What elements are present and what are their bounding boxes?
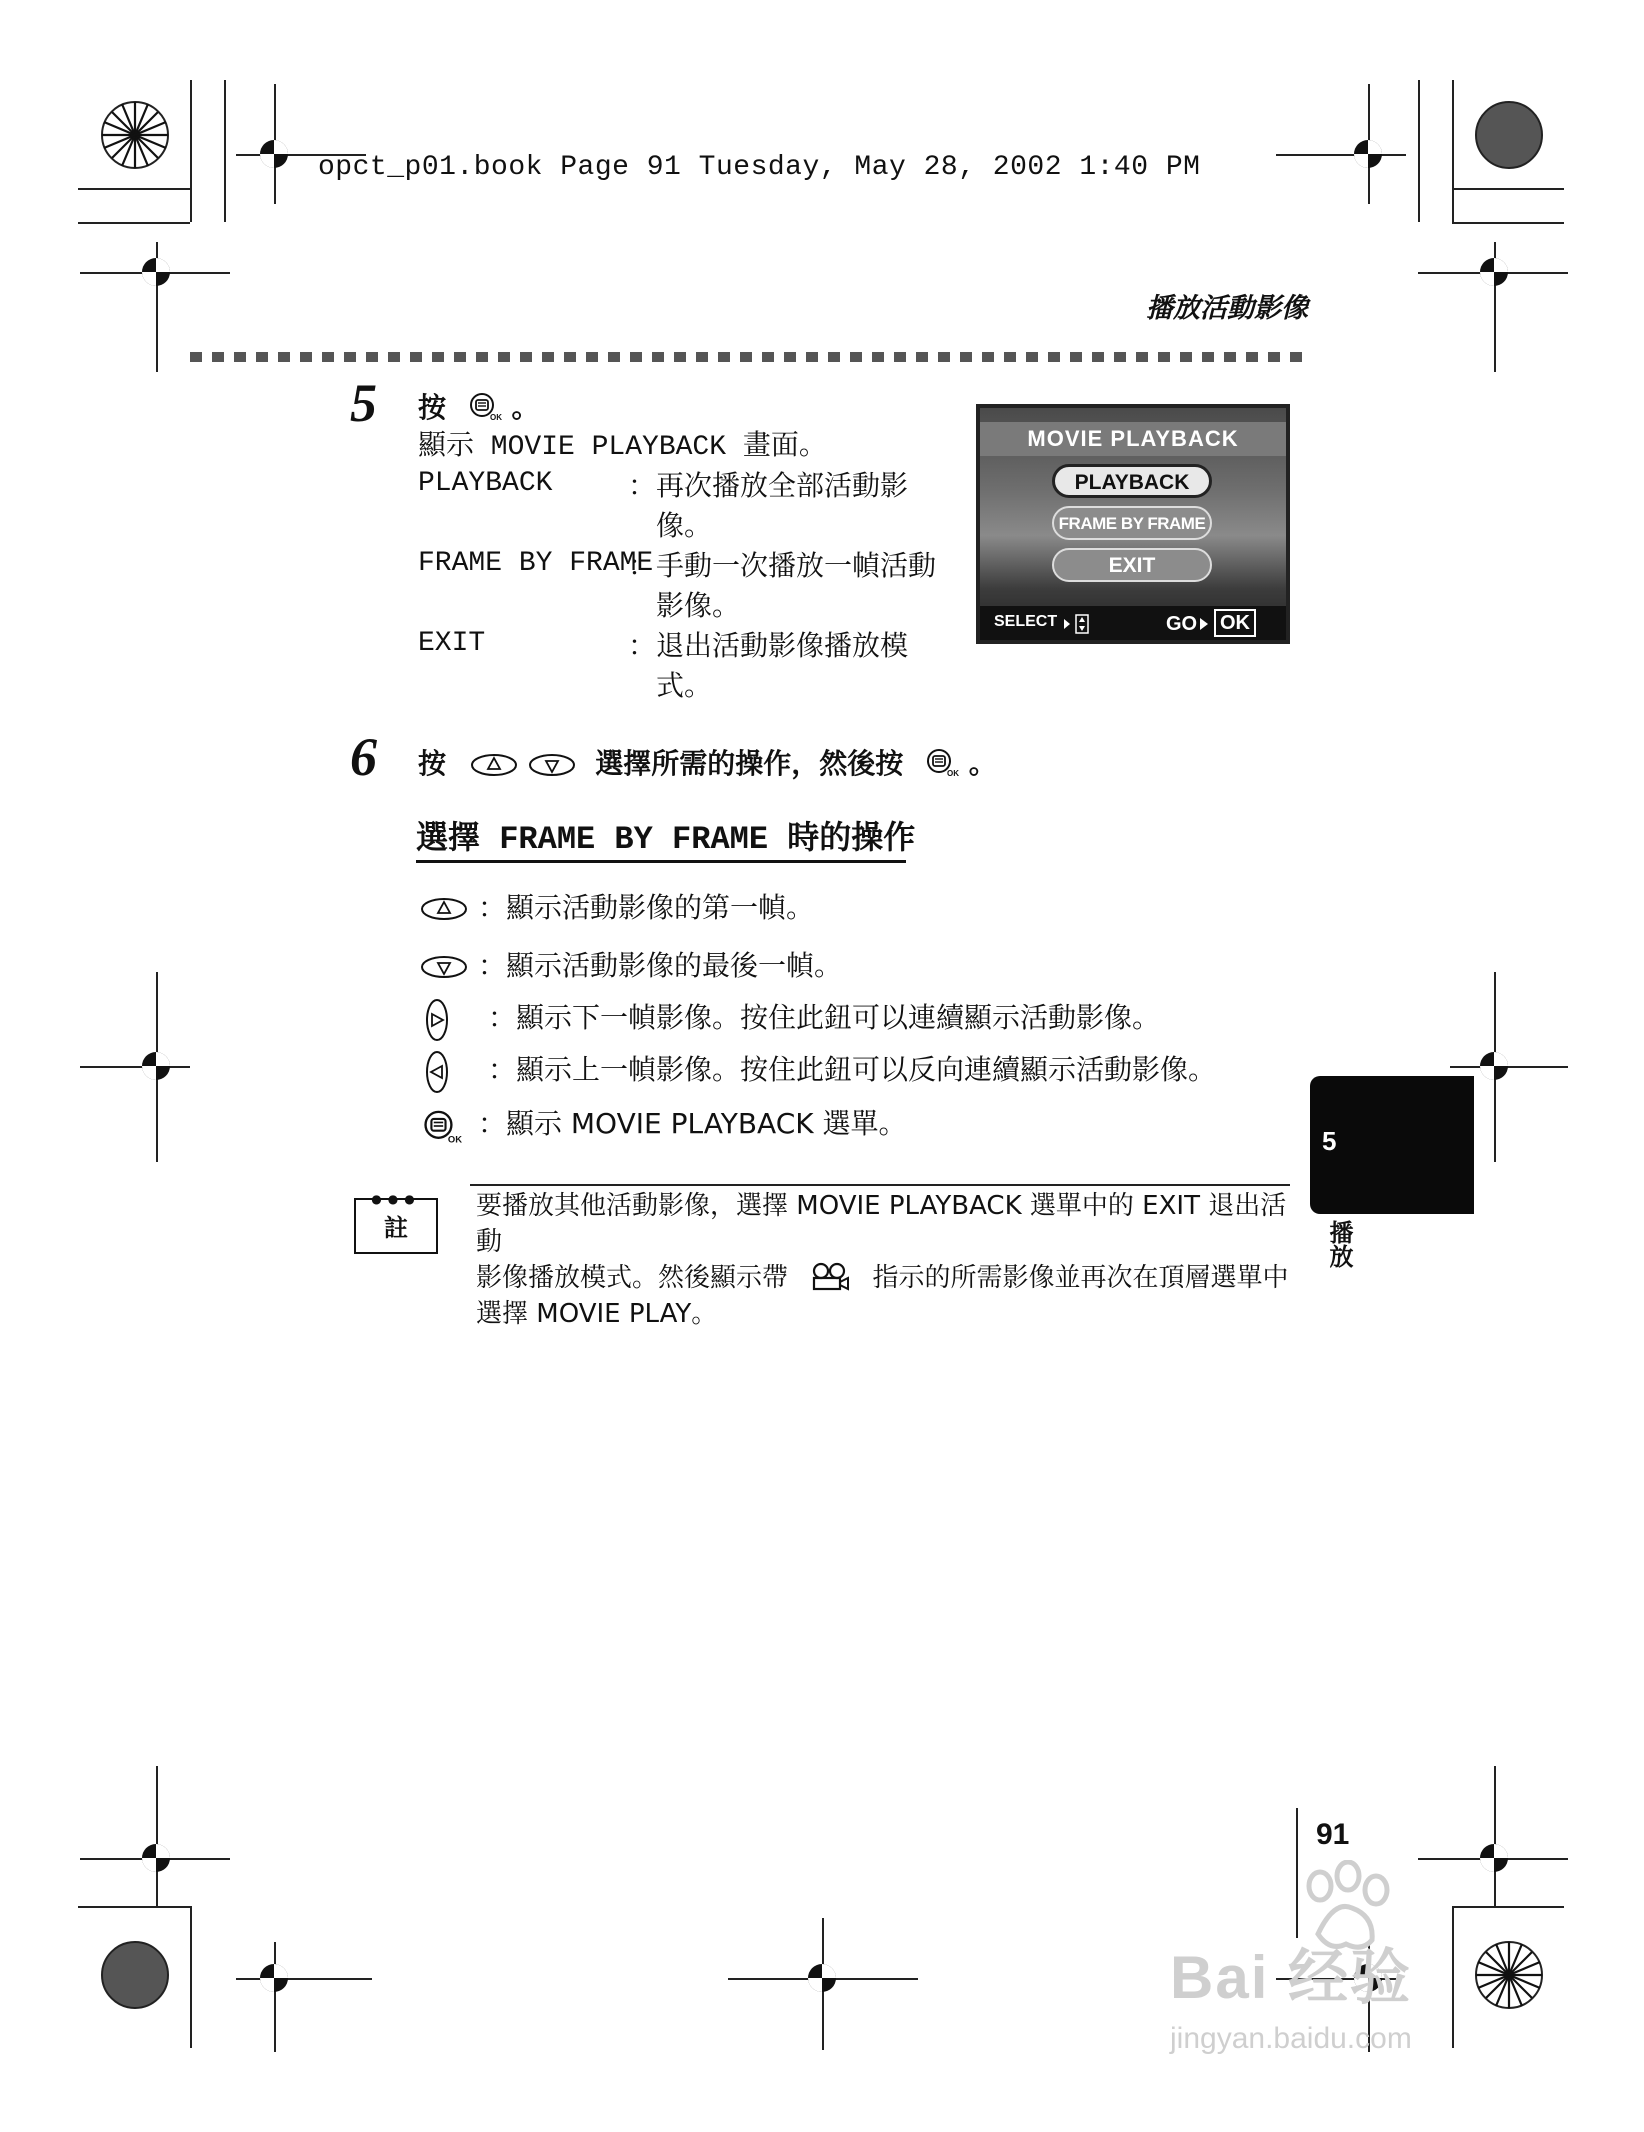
def-desc-playback: [628, 466, 908, 546]
step-suffix: 。: [968, 747, 997, 780]
up-arrow-button-icon: [420, 896, 468, 922]
def-desc-line: ：退出活動影像播放模: [628, 629, 909, 662]
def-desc-line: ：手動一次播放一幀活動: [628, 549, 937, 582]
note-text: [476, 1188, 1296, 1332]
camera-lcd-screen: [976, 404, 1290, 644]
def-term-exit: EXIT: [418, 628, 486, 659]
ok-menu-button-icon: [422, 1108, 462, 1144]
step-instruction: [418, 744, 997, 784]
def-term-frame-by-frame: FRAME BY FRAME: [418, 548, 654, 579]
lcd-option-playback[interactable]: PLAYBACK: [1052, 464, 1212, 498]
registration-mark-icon: [804, 1960, 840, 1996]
registration-mark-icon: [256, 136, 292, 172]
radial-target-icon: [100, 100, 170, 170]
up-arrow-button-icon: [470, 752, 518, 778]
go-arrow-icon: [1200, 616, 1210, 632]
operation-text: ：顯示活動影像的最後一幀。: [478, 949, 843, 982]
chapter-label: 播放: [1325, 1220, 1353, 1268]
step-number: 6: [350, 727, 377, 787]
note-line: 選擇 MOVIE PLAY。: [476, 1299, 718, 1329]
gray-target-icon: [100, 1940, 170, 2010]
page-number: 91: [1316, 1818, 1350, 1851]
def-desc-line: 影像。: [656, 589, 741, 622]
step-suffix: 。: [511, 391, 540, 424]
registration-mark-icon: [1476, 1048, 1512, 1084]
registration-mark-icon: [138, 254, 174, 290]
dashed-divider: [190, 352, 1306, 362]
file-info-line: opct_p01.book Page 91 Tuesday, May 28, 2002 1:40 PM: [318, 152, 1201, 183]
operation-text: ：顯示活動影像的第一幀。: [478, 891, 815, 924]
note-line-part: 指示的所需影像並再次在頂層選單中: [872, 1263, 1289, 1293]
registration-mark-icon: [1476, 254, 1512, 290]
step-number: 5: [350, 373, 377, 433]
registration-mark-icon: [138, 1840, 174, 1876]
step-instruction: [418, 388, 540, 428]
step-prefix: 按: [418, 391, 447, 424]
registration-mark-icon: [138, 1048, 174, 1084]
step-middle-text: 選擇所需的操作，然後按: [595, 747, 904, 780]
registration-mark-icon: [1350, 136, 1386, 172]
note-line: 要播放其他活動影像，選擇 MOVIE PLAYBACK 選單中的 EXIT 退出活動: [476, 1191, 1287, 1257]
lcd-go-label: GO: [1166, 613, 1198, 635]
select-updown-icon: [1064, 614, 1104, 634]
right-arrow-button-icon: [424, 998, 450, 1042]
lcd-select-label: SELECT: [994, 613, 1058, 630]
section-title: 播放活動影像: [1146, 293, 1308, 324]
note-line: [476, 1260, 1296, 1296]
lcd-ok-badge: OK: [1214, 609, 1256, 637]
step-prefix: 按: [418, 747, 447, 780]
note-rings-icon: ●●●: [371, 1192, 421, 1206]
radial-target-icon: [1474, 1940, 1544, 2010]
gray-target-icon: [1474, 100, 1544, 170]
operation-text: ：顯示上一幀影像。按住此鈕可以反向連續顯示活動影像。: [488, 1053, 1217, 1086]
lcd-footer: [980, 606, 1286, 640]
note-line-part: 影像播放模式。然後顯示帶: [476, 1263, 789, 1293]
def-desc-frame-by-frame: [628, 546, 936, 626]
note-label: 註: [384, 1214, 408, 1242]
step-description: 顯示 MOVIE PLAYBACK 畫面。: [418, 432, 827, 463]
movie-camera-icon: [806, 1262, 854, 1292]
left-arrow-button-icon: [424, 1050, 450, 1094]
watermark-url: jingyan.baidu.com: [1170, 2022, 1412, 2055]
lcd-title: MOVIE PLAYBACK: [980, 422, 1286, 456]
def-desc-exit: [628, 626, 908, 706]
watermark: [1170, 1930, 1412, 2056]
def-desc-line: ：再次播放全部活動影: [628, 469, 909, 502]
ok-menu-button-icon: [468, 391, 502, 421]
def-desc-line: 像。: [656, 509, 713, 542]
svg-text:OK: OK: [489, 413, 502, 421]
lcd-option-exit[interactable]: EXIT: [1052, 548, 1212, 582]
chapter-number: 5: [1322, 1126, 1337, 1156]
registration-mark-icon: [256, 1960, 292, 1996]
down-arrow-button-icon: [528, 752, 576, 778]
note-divider: [470, 1184, 1290, 1186]
registration-mark-icon: [1476, 1840, 1512, 1876]
def-term-playback: PLAYBACK: [418, 468, 553, 499]
note-badge: [354, 1192, 438, 1254]
watermark-brand: Bai 经验: [1170, 1944, 1413, 2011]
ok-menu-button-icon: [925, 747, 959, 777]
subheading-underline: [416, 860, 906, 863]
lcd-option-frame-by-frame[interactable]: FRAME BY FRAME: [1052, 506, 1212, 540]
svg-text:OK: OK: [947, 769, 960, 777]
down-arrow-button-icon: [420, 954, 468, 980]
def-desc-line: 式。: [656, 669, 713, 702]
svg-text:OK: OK: [447, 1133, 462, 1144]
subheading: 選擇 FRAME BY FRAME 時的操作: [416, 821, 916, 858]
operation-text: ：顯示下一幀影像。按住此鈕可以連續顯示活動影像。: [488, 1001, 1161, 1034]
operation-text: ：顯示 MOVIE PLAYBACK 選單。: [478, 1107, 907, 1140]
paw-logo-icon: [1290, 1860, 1400, 1956]
